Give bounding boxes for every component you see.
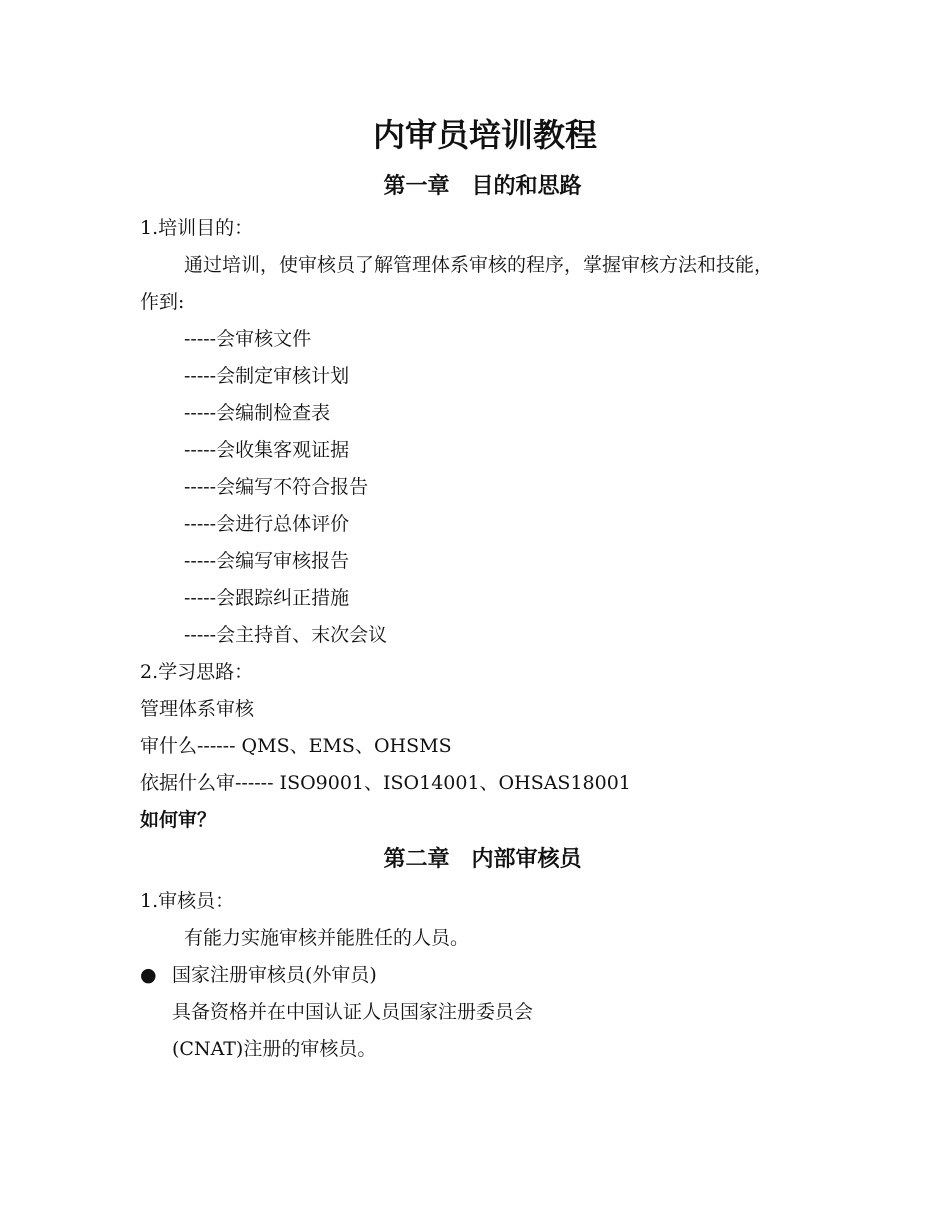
- bullet-icon: ●: [140, 964, 157, 986]
- list-item: -----会跟踪纠正措施: [184, 587, 350, 609]
- list-item: -----会审核文件: [184, 328, 312, 350]
- list-item: -----会主持首、末次会议: [184, 624, 388, 646]
- approach-line-what: 审什么------ QMS、EMS、OHSMS: [140, 735, 452, 757]
- approach-line-audit: 管理体系审核: [140, 698, 255, 720]
- list-item: -----会编制检查表: [184, 402, 331, 424]
- chapter1-heading: 第一章 目的和思路: [383, 174, 582, 199]
- list-item: -----会制定审核计划: [184, 365, 350, 387]
- bullet-detail-line1: 具备资格并在中国认证人员国家注册委员会: [172, 1001, 534, 1023]
- auditor-definition: 有能力实施审核并能胜任的人员。: [184, 927, 470, 949]
- list-item: -----会编写不符合报告: [184, 476, 369, 498]
- bullet-detail-line2: (CNAT)注册的审核员。: [172, 1038, 377, 1060]
- intro-paragraph-line1: 通过培训，使审核员了解管理体系审核的程序，掌握审核方法和技能，: [184, 254, 774, 276]
- document-title: 内审员培训教程: [372, 116, 597, 154]
- bullet-item-title: 国家注册审核员(外审员): [172, 964, 377, 986]
- section-label-auditor: 1.审核员：: [140, 890, 235, 912]
- list-item: -----会进行总体评价: [184, 513, 350, 535]
- section-label-learning-approach: 2.学习思路：: [140, 661, 254, 683]
- approach-line-basis: 依据什么审------ ISO9001、ISO14001、OHSAS18001: [140, 772, 631, 794]
- approach-line-how: 如何审？: [140, 809, 217, 831]
- list-item: -----会编写审核报告: [184, 550, 350, 572]
- bullet-item-national-auditor: [140, 962, 377, 988]
- list-item: -----会收集客观证据: [184, 439, 350, 461]
- intro-paragraph-line2: 作到:: [140, 291, 185, 313]
- chapter2-heading: 第二章 内部审核员: [383, 847, 582, 872]
- section-label-training-purpose: 1.培训目的：: [140, 217, 254, 239]
